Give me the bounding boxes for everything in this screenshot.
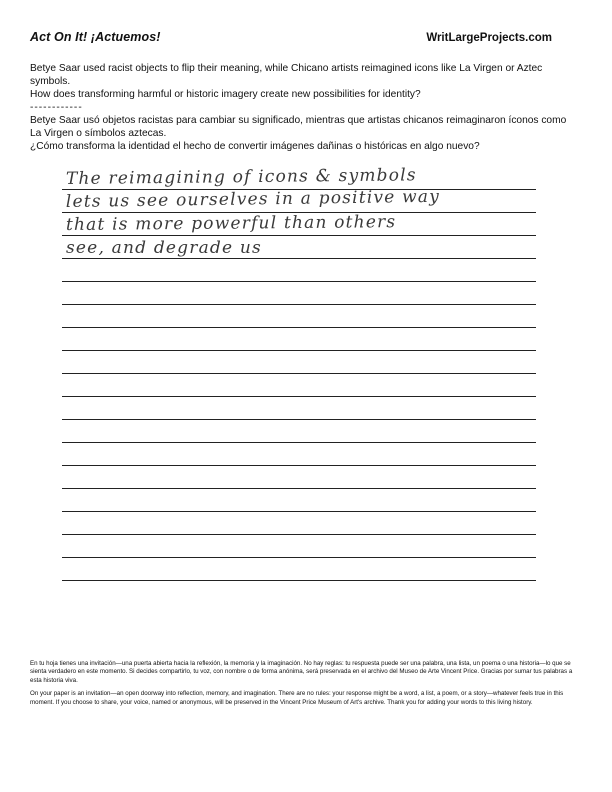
writing-area (62, 165, 536, 596)
prompt-spanish-context: Betye Saar usó objetos racistas para cambiar su significado, mientras que artistas chicanos reimaginaron íconos como La Virgen o símbolos aztecas. (30, 115, 567, 139)
writing-line (62, 396, 536, 397)
writing-line (62, 465, 536, 466)
writing-line (62, 235, 536, 236)
writing-line (62, 258, 536, 259)
prompt-english-context: Betye Saar used racist objects to flip their meaning, while Chicano artists reimagined icons like La Virgen or Aztec symbols. (30, 63, 543, 87)
footer-invitation (30, 660, 582, 712)
writing-line (62, 488, 536, 489)
writing-line (62, 557, 536, 558)
writing-line (62, 442, 536, 443)
writing-line (62, 511, 536, 512)
prompt-english-question: How does transforming harmful or historic imagery create new possibilities for identity? (30, 89, 421, 100)
prompt-spanish-question: ¿Cómo transforma la identidad el hecho de convertir imágenes dañinas o históricas en algo nuevo? (30, 141, 480, 152)
worksheet-title: Act On It! ¡Actuemos! (30, 30, 161, 44)
prompt-block (30, 62, 575, 153)
footer-spanish-text: En tu hoja tienes una invitación—una puerta abierta hacia la reflexión, la memoria y la imaginación. No hay reglas: tu respuesta puede ser una palabra, una lista, un poema o una historia—lo que se sienta verdadero en este momento. Si decides compartirlo, tu voz, con nombre o de forma anónima, será preservada en el archivo del Museo de Arte Vincent Price. Gracias por sumar tus palabras a esta historia viva. (30, 660, 573, 684)
writing-line (62, 281, 536, 282)
website-label: WritLargeProjects.com (426, 32, 552, 44)
writing-line (62, 373, 536, 374)
writing-line (62, 580, 536, 581)
prompt-separator: ------------ (30, 102, 83, 113)
writing-line (62, 419, 536, 420)
writing-line (62, 534, 536, 535)
writing-line (62, 350, 536, 351)
writing-line (62, 327, 536, 328)
handwritten-response-line: The reimagining of icons & symbols (65, 165, 417, 189)
footer-english-text: On your paper is an invitation—an open doorway into reflection, memory, and imagination. There are no rules: your response might be a word, a list, a poem, or a story—whatever feels true in this moment. If you choose to share, your voice, named or anonymous, will be preserved in the Vincent Price Museum of Art's archive. Thank you for adding your words to this living history. (30, 690, 564, 706)
handwritten-response-line: that is more powerful than others (65, 212, 397, 235)
writing-line (62, 304, 536, 305)
handwritten-response-line: see, and degrade us (66, 238, 262, 258)
handwritten-response-line: lets us see ourselves in a positive way (65, 186, 441, 212)
